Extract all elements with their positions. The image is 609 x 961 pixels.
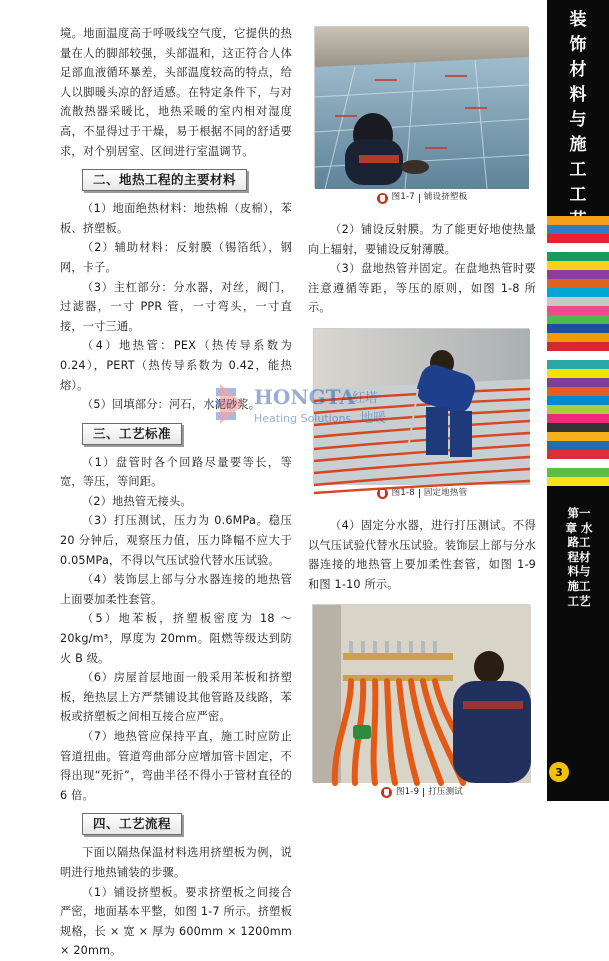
figure-marker-icon (377, 488, 388, 499)
color-stripe (547, 234, 609, 243)
color-stripe (547, 279, 609, 288)
caption-divider (419, 194, 420, 203)
color-stripe (547, 387, 609, 396)
color-stripe (547, 450, 609, 459)
caption-divider (419, 489, 420, 498)
standards-item-2: （2）地热管无接头。 (82, 494, 192, 508)
color-stripe (547, 477, 609, 486)
step-2-text: （2）铺设反射膜。为了能更好地使热量向上辐射，要铺设反射薄膜。 (308, 223, 536, 256)
process-step-1: （1）铺设挤塑板。要求挤塑板之间接合严密，地面基本平整，如图 1-7 所示。挤塑板规格，长 × 宽 × 厚为 600mm × 1200mm × 20mm。 (60, 885, 292, 958)
color-stripe (547, 342, 609, 351)
color-stripe (547, 360, 609, 369)
color-stripe (547, 324, 609, 333)
figure-1-9-number: 图1-9 (396, 786, 420, 797)
figure-1-9-photo (312, 604, 530, 782)
figure-1-7-number: 图1-7 (391, 192, 415, 203)
figure-marker-icon (377, 193, 388, 204)
color-stripe (547, 270, 609, 279)
page-number: 3 (549, 762, 569, 782)
color-stripe (547, 306, 609, 315)
figure-1-7-title: 铺设挤塑板 (423, 192, 468, 203)
watermark-brand-cn: 红塔 (352, 391, 379, 406)
standards-item-3: （3）打压测试，压力为 0.6MPa。稳压 20 分钟后，观察压力值，压力降幅不应大于 0.05MPa，不得以气压试验代替水压试验。 (60, 514, 292, 567)
figure-1-8-title: 固定地热管 (423, 488, 468, 499)
color-stripe (547, 423, 609, 432)
color-stripe (547, 333, 609, 342)
watermark-brand-text: HONGTA (254, 385, 355, 409)
book-title-char: 料 (569, 85, 587, 105)
process-intro: 下面以隔热保温材料选用挤塑板为例，说明进行地热铺装的步骤。 (60, 846, 292, 879)
color-stripe (547, 288, 609, 297)
materials-item-1: （1）地面绝热材料：地热棉（皮棉），苯板、挤塑板。 (60, 202, 292, 235)
materials-item-2: （2）辅助材料：反射膜（锡箔纸），钢网，卡子。 (60, 241, 292, 274)
chapter-sidebar (547, 0, 609, 801)
laying-board-illustration (315, 27, 529, 189)
watermark-sub-cn: 地暖 (360, 411, 387, 426)
color-stripes (547, 216, 609, 486)
book-title-char: 装 (569, 10, 587, 30)
hongta-watermark (214, 382, 404, 428)
figure-1-9-title: 打压测试 (428, 786, 463, 797)
color-stripe (547, 396, 609, 405)
color-stripe (547, 216, 609, 225)
pressure-test-illustration (313, 605, 531, 783)
book-title-vertical (547, 0, 609, 216)
left-column (60, 24, 292, 961)
book-title-char: 饰 (569, 35, 587, 55)
step-4-text: （4）固定分水器，进行打压测试。不得以气压试验代替水压试验。装饰层上部与分水器连接的地热管上要加柔性套管，如图 1-9 和图 1-10 所示。 (308, 518, 536, 591)
standards-item-1: （1）盘管时各个回路尽量要等长，等宽，等压，等间距。 (60, 455, 292, 489)
color-stripe (547, 243, 609, 252)
color-stripe (547, 369, 609, 378)
color-stripe (547, 468, 609, 477)
color-stripe (547, 414, 609, 423)
materials-item-3: （3）主杠部分：分水器，对丝，阀门，过滤器，一寸 PPR 管，一寸弯头，一寸直接，一寸三通。 (60, 280, 292, 333)
section-heading-materials: 二、地热工程的主要材料 (82, 169, 247, 191)
figure-marker-icon (381, 787, 392, 798)
color-stripe (547, 351, 609, 360)
step-3-text: （3）盘地热管并固定。在盘地热管时要注意遵循等距，等压的原则，如图 1-8 所示。 (308, 262, 536, 315)
book-title-char: 与 (569, 110, 587, 130)
intro-paragraph: 境。地面温度高于呼吸线空气度，它提供的热量在人的脚部较强，头部温和，这正符合人体足部血液循环暴差，头部温度较高的特点，给人以脚暖头凉的舒适感。在特定条件下，与对流散热器采暖比，地热采暖的室内相对湿度高，不显得过于干燥，易于根据不同的舒适要求，对个别居室、区间进行室温调节。 (60, 27, 292, 158)
color-stripe (547, 441, 609, 450)
color-stripe (547, 432, 609, 441)
book-title-char: 材 (569, 60, 587, 80)
section-heading-standards: 三、工艺标准 (82, 423, 182, 445)
watermark-sub-text: Heating Solutions (254, 412, 352, 425)
color-stripe (547, 225, 609, 234)
figure-1-8-number: 图1-8 (391, 488, 415, 499)
color-stripe (547, 459, 609, 468)
standards-item-7: （7）地热管应保持平直，施工时应防止管道扭曲。管道弯曲部分应增加管卡固定，不得出现“死折”，弯曲半径不得小于管材直径的 6 倍。 (60, 730, 292, 802)
color-stripe (547, 252, 609, 261)
color-stripe (547, 405, 609, 414)
chapter-label: 第一章 水路工程材料与施工工艺 (565, 506, 593, 608)
figure-1-7-caption (308, 188, 536, 208)
figure-1-9-caption (308, 782, 536, 802)
standards-item-4: （4）装饰层上部与分水器连接的地热管上面要加柔性套管。 (60, 573, 292, 606)
standards-item-6: （6）房屋首层地面一般采用苯板和挤塑板，绝热层上方严禁铺设其他管路及线路，苯板或挤塑板之间相互接合应严密。 (60, 671, 292, 724)
color-stripe (547, 315, 609, 324)
caption-divider (423, 788, 424, 797)
book-title-char: 工 (569, 160, 587, 180)
book-title-char: 施 (569, 135, 587, 155)
book-title-char: 工 (569, 185, 587, 205)
materials-item-4: （4）地热管：PEX（热传导系数为 0.24），PERT（热传导系数为 0.42，能热熔）。 (60, 339, 292, 392)
watermark-logo-icon (214, 382, 404, 428)
standards-item-5: （5）地苯板，挤塑板密度为 18 ～ 20kg/m³，厚度为 20mm。阻燃等级达到防火 B 级。 (60, 612, 292, 665)
color-stripe (547, 297, 609, 306)
color-stripe (547, 261, 609, 270)
figure-1-7-photo (314, 26, 528, 188)
section-heading-process: 四、工艺流程 (82, 813, 182, 835)
color-stripe (547, 378, 609, 387)
materials-item-5: （5）回填部分：河石，水泥砂浆。 (82, 398, 261, 412)
